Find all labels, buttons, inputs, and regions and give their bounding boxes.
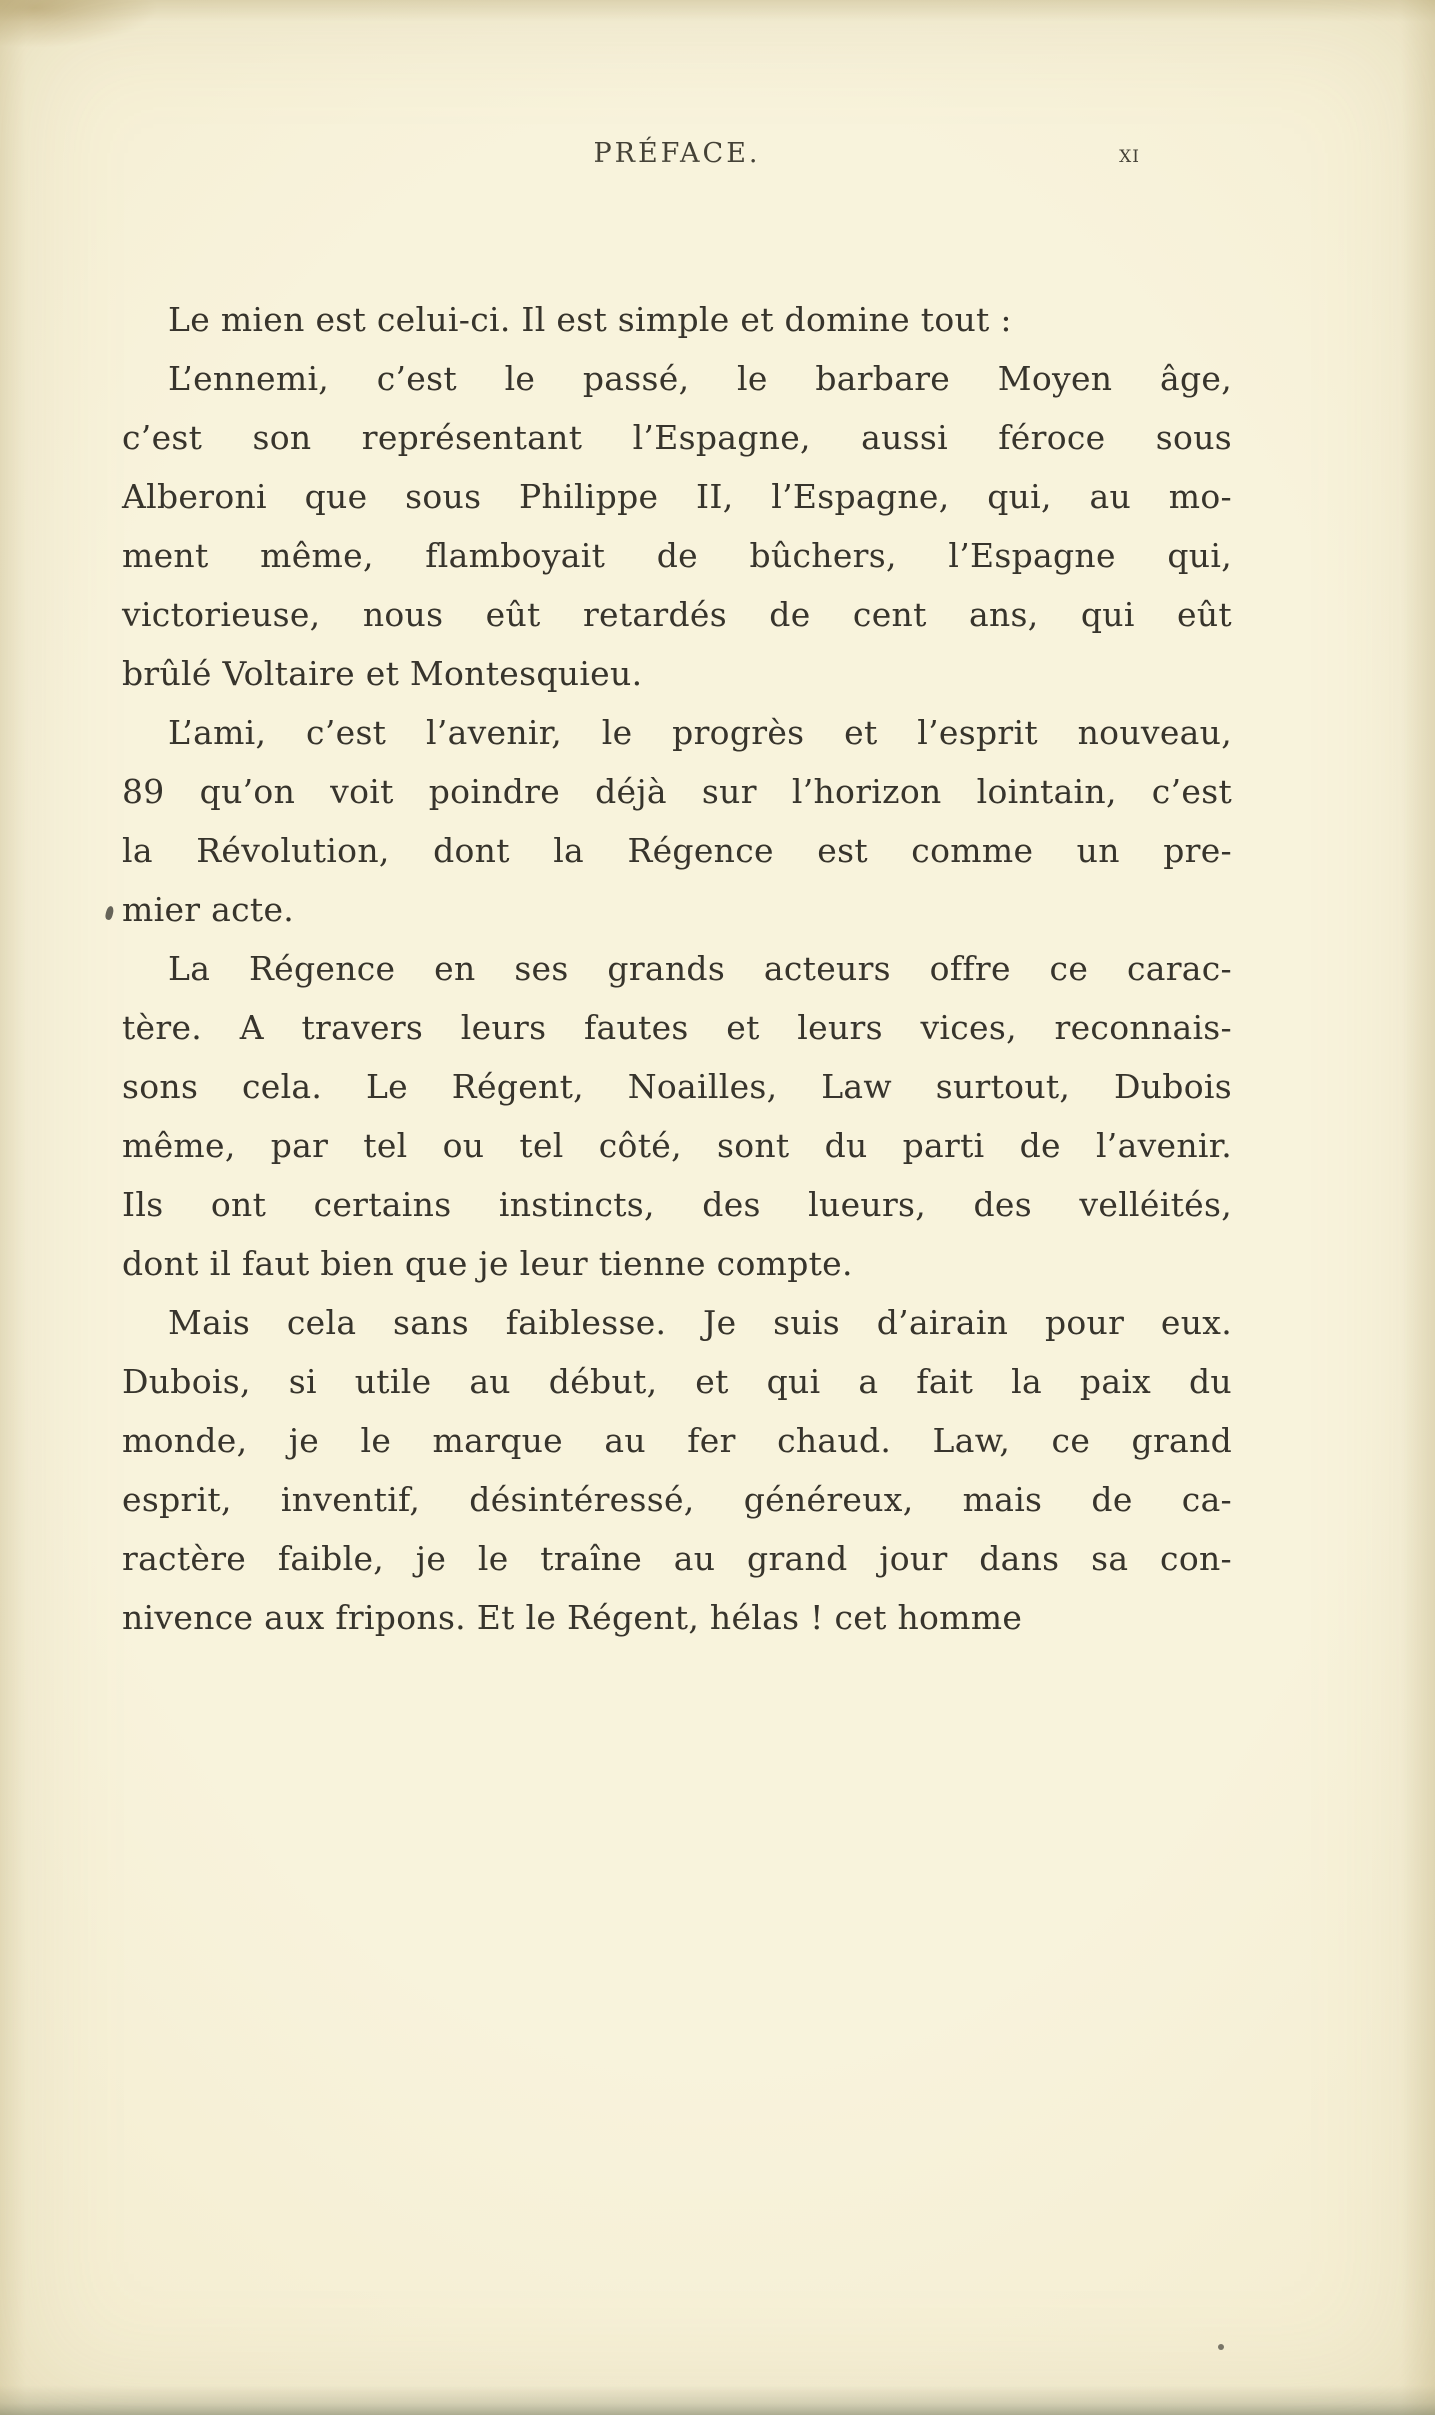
- text-line: nivence aux fripons. Et le Régent, hélas ! cet homme: [122, 1598, 1023, 1637]
- page-title: PRÉFACE.: [593, 138, 761, 169]
- text-line: ment même, flamboyait de bûchers, l’Espagne qui,: [122, 536, 1232, 575]
- text-line: dont il faut bien que je leur tienne compte.: [122, 1244, 853, 1283]
- text-line: Ils ont certains instincts, des lueurs, des velléités,: [122, 1185, 1232, 1224]
- paragraph: [122, 349, 1232, 703]
- text-line: Alberoni que sous Philippe II, l’Espagne, qui, au mo-: [122, 477, 1232, 516]
- text-line: L’ami, c’est l’avenir, le progrès et l’esprit nouveau,: [168, 713, 1232, 752]
- text-line: brûlé Voltaire et Montesquieu.: [122, 654, 643, 693]
- paragraph: [122, 939, 1232, 1293]
- paragraph: [122, 290, 1232, 349]
- text-line: monde, je le marque au fer chaud. Law, ce grand: [122, 1421, 1232, 1460]
- paragraph: [122, 703, 1232, 939]
- text-line: Mais cela sans faiblesse. Je suis d’airain pour eux.: [168, 1303, 1232, 1342]
- text-line: sons cela. Le Régent, Noailles, Law surtout, Dubois: [122, 1067, 1232, 1106]
- text-line: L’ennemi, c’est le passé, le barbare Moyen âge,: [168, 359, 1232, 398]
- ink-dot-mark: [1218, 2344, 1224, 2350]
- paragraph: [122, 1293, 1232, 1647]
- text-line: victorieuse, nous eût retardés de cent ans, qui eût: [122, 595, 1232, 634]
- page-header: [122, 0, 1232, 178]
- text-line: tère. A travers leurs fautes et leurs vices, reconnais-: [122, 1008, 1232, 1047]
- page-number: xi: [1119, 140, 1140, 168]
- text-line: La Régence en ses grands acteurs offre ce carac-: [168, 949, 1232, 988]
- text-line: esprit, inventif, désintéressé, généreux, mais de ca-: [122, 1480, 1232, 1519]
- text-line: Dubois, si utile au début, et qui a fait la paix du: [122, 1362, 1232, 1401]
- text-block: [122, 290, 1232, 1647]
- text-line: Le mien est celui-ci. Il est simple et domine tout :: [168, 300, 1012, 339]
- ink-smudge-mark: [104, 905, 114, 920]
- text-line: c’est son représentant l’Espagne, aussi féroce sous: [122, 418, 1232, 457]
- text-line: même, par tel ou tel côté, sont du parti de l’avenir.: [122, 1126, 1232, 1165]
- text-line: mier acte.: [122, 890, 295, 929]
- text-line: 89 qu’on voit poindre déjà sur l’horizon lointain, c’est: [122, 772, 1232, 811]
- text-line: la Révolution, dont la Régence est comme un pre-: [122, 831, 1232, 870]
- text-line: ractère faible, je le traîne au grand jour dans sa con-: [122, 1539, 1232, 1578]
